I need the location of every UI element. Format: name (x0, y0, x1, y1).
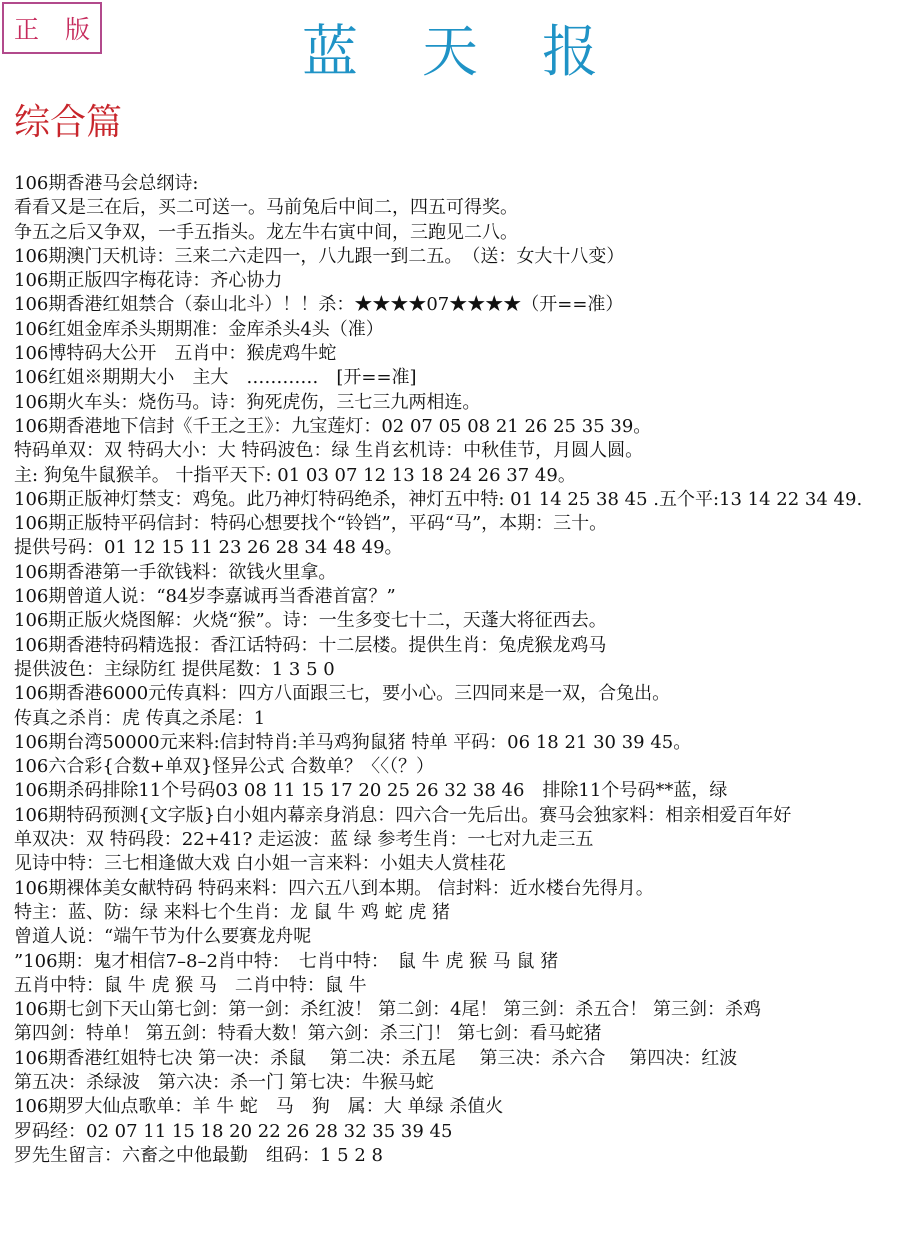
text-line: 第五决：杀绿波 第六决：杀一门 第七决：牛猴马蛇 (14, 1071, 434, 1093)
text-line: 提供波色：主绿防红 提供尾数：1 3 5 0 (14, 658, 335, 680)
text-line: 看看又是三在后，买二可送一。马前兔后中间二，四五可得奖。 (14, 197, 518, 219)
text-line: 106期裸体美女献特码 特码来料：四六五八到本期。 信封料：近水楼台先得月。 (14, 877, 654, 899)
text-line: 106期七剑下天山第七剑：第一剑：杀红波！ 第二剑：4尾！ 第三剑：杀五合！ 第三剑：杀鸡 (14, 999, 761, 1021)
text-line: 106期香港红姐特七决 第一决：杀鼠 第二决：杀五尾 第三决：杀六合 第四决：红波 (14, 1047, 738, 1069)
text-line: 106期火车头：烧伤马。诗：狗死虎伤，三七三九两相连。 (14, 391, 481, 413)
text-line: 106期香港特码精选报：香江话特码：十二层楼。提供生肖：兔虎猴龙鸡马 (14, 634, 607, 656)
text-line: 罗先生留言：六畜之中他最勤 组码：1 5 2 8 (14, 1144, 383, 1166)
text-line: 106期香港第一手欲钱料：欲钱火里拿。 (14, 561, 337, 583)
text-line: 提供号码：01 12 15 11 23 26 28 34 48 49。 (14, 537, 403, 559)
text-line: 争五之后又争双，一手五指头。龙左牛右寅中间，三跑见二八。 (14, 221, 518, 243)
text-line: 传真之杀肖：虎 传真之杀尾：1 (14, 707, 266, 729)
text-line: 见诗中特：三七相逢做大戏 白小姐一言来料：小姐夫人赏桂花 (14, 853, 506, 875)
text-line: 第四剑：特单！ 第五剑：特看大数！第六剑：杀三门！ 第七剑：看马蛇猪 (14, 1023, 602, 1045)
masthead-title: 蓝天报 (302, 20, 662, 85)
text-line: 106博特码大公开 五肖中：猴虎鸡牛蛇 (14, 343, 337, 365)
text-line: 主: 狗兔牛鼠猴羊。 十指平天下: 01 03 07 12 13 18 24 26 37 49。 (14, 464, 576, 486)
section-title: 综合篇 (14, 102, 123, 143)
text-line: 106期香港地下信封《千王之王》：九宝莲灯：02 07 05 08 21 26 25 35 39。 (14, 415, 652, 437)
text-line: 106期罗大仙点歌单：羊 牛 蛇 马 狗 属：大 单绿 杀值火 (14, 1096, 504, 1118)
text-line: 106红姐金库杀头期期准：金库杀头4头（准） (14, 318, 384, 340)
text-line: 106期正版特平码信封：特码心想要找个“铃铛”，平码“马”，本期：三十。 (14, 513, 608, 535)
text-line: 106期香港红姐禁合（泰山北斗）！！杀：★★★★07★★★★（开==准） (14, 294, 624, 316)
text-line: 106期曾道人说：“84岁李嘉诚再当香港首富？” (14, 586, 396, 608)
text-line: 106期正版四字梅花诗：齐心协力 (14, 270, 283, 292)
text-line: 106期正版火烧图解：火烧“猴”。诗：一生多变七十二，天蓬大将征西去。 (14, 610, 607, 632)
text-line: 五肖中特：鼠 牛 虎 猴 马 二肖中特：鼠 牛 (14, 974, 367, 996)
text-line: 106期台湾50000元来料:信封特肖:羊马鸡狗鼠猪 特单 平码：06 18 21 30 39 45。 (14, 731, 692, 753)
text-line: 106期香港马会总纲诗: (14, 173, 199, 194)
text-line: 106期香港6000元传真料：四方八面跟三七，要小心。三四同来是一双，合兔出。 (14, 683, 671, 705)
text-line: 106期正版神灯禁支：鸡兔。此乃神灯特码绝杀，神灯五中特: 01 14 25 38 45 .五个平:13 14 22 34 49. (14, 488, 863, 510)
text-line: 单双决：双 特码段：22+41? 走运波：蓝 绿 参考生肖：一七对九走三五 (14, 829, 594, 851)
text-line: 曾道人说：“端午节为什么要赛龙舟呢 (14, 926, 312, 948)
text-line: 特码单双：双 特码大小：大 特码波色：绿 生肖玄机诗：中秋佳节，月圆人圆。 (14, 440, 644, 462)
article-body (14, 172, 900, 1168)
text-line: 106期特码预测{文字版}白小姐内幕亲身消息：四六合一先后出。赛马会独家料：相亲相爱百年好 (14, 804, 792, 826)
text-line: 罗码经：02 07 11 15 18 20 22 26 28 32 35 39 45 (14, 1120, 453, 1142)
edition-badge-text: 正版 (13, 15, 116, 44)
text-line: ”106期：鬼才相信7–8–2肖中特： 七肖中特： 鼠 牛 虎 猴 马 鼠 猪 (14, 950, 559, 972)
text-line: 106六合彩{合数+单双}怪异公式 合数单？〈〈（？） (14, 756, 435, 778)
text-line: 特主：蓝、防：绿 来料七个生肖：龙 鼠 牛 鸡 蛇 虎 猪 (14, 901, 451, 923)
text-line: 106期杀码排除11个号码03 08 11 15 17 20 25 26 32 38 46 排除11个号码**蓝，绿 (14, 780, 728, 802)
text-line: 106期澳门天机诗：三来二六走四一，八九跟一到二五。 （送：女大十八变） (14, 245, 625, 267)
text-line: 106红姐※期期大小 主大 ………… [开==准] (14, 367, 417, 389)
